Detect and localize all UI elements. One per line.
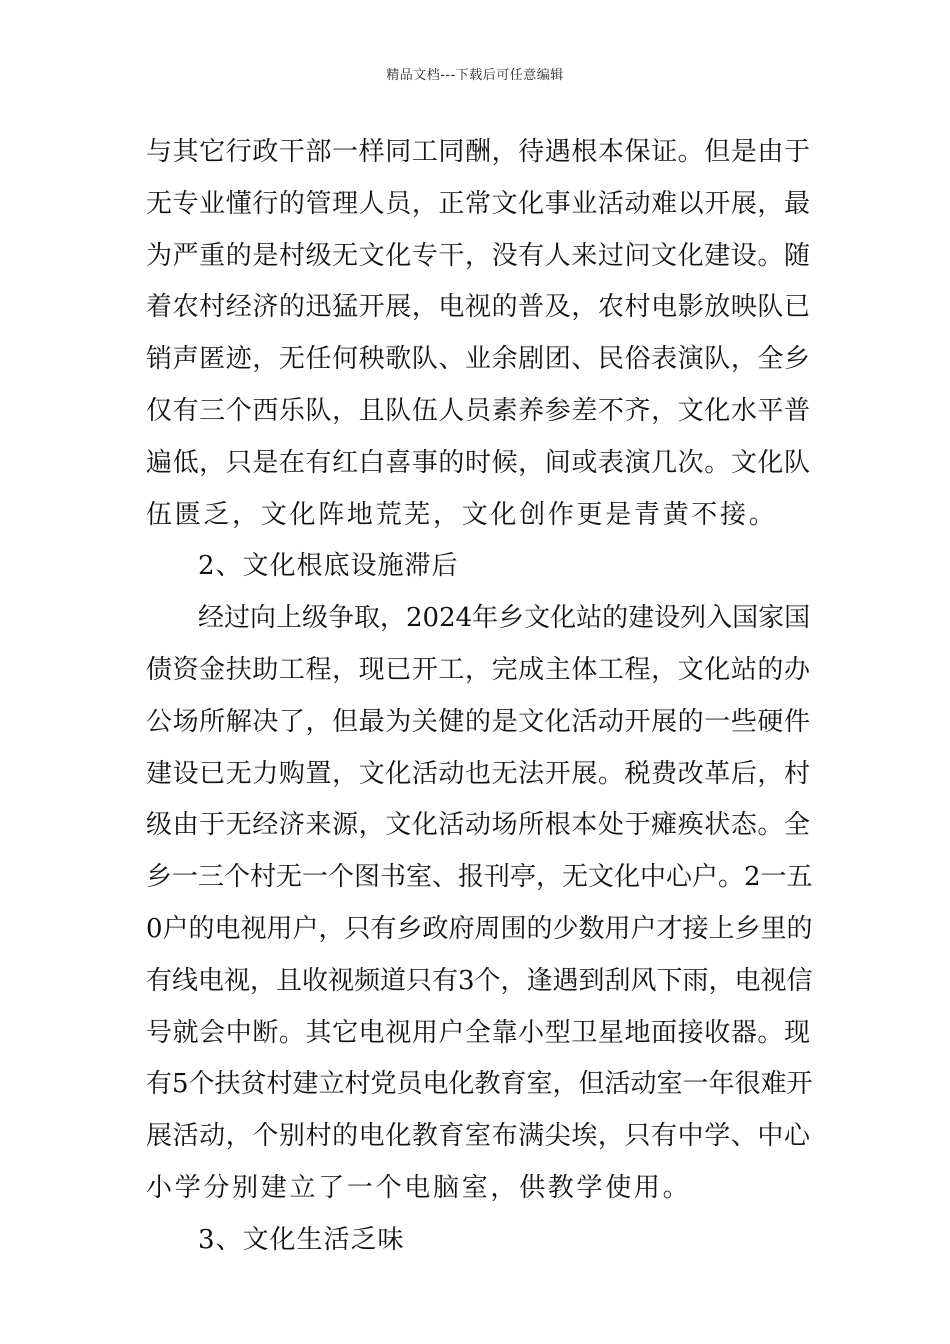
page-header: 精品文档---下载后可任意编辑 xyxy=(386,68,564,83)
body-line: 仅有三个西乐队，且队伍人员素养参差不齐，文化水平普 xyxy=(146,395,810,426)
body-line: 公场所解决了，但最为关健的是文化活动开展的一些硬件 xyxy=(146,706,810,737)
body-line: 建设已无力购置，文化活动也无法开展。税费改革后，村 xyxy=(146,758,810,789)
body-line: 债资金扶助工程，现已开工，完成主体工程，文化站的办 xyxy=(146,654,810,685)
body-line: 乡一三个村无一个图书室、报刊亭，无文化中心户。2一五 xyxy=(146,862,813,893)
body-line: 无专业懂行的管理人员，正常文化事业活动难以开展，最 xyxy=(146,188,810,219)
body-line: 号就会中断。其它电视用户全靠小型卫星地面接收器。现 xyxy=(146,1017,810,1048)
body-line: 展活动，个别村的电化教育室布满尖埃，只有中学、中心 xyxy=(146,1121,810,1152)
body-line: 0户的电视用户，只有乡政府周围的少数用户才接上乡里的 xyxy=(146,913,813,944)
body-line: 销声匿迹，无任何秧歌队、业余剧团、民俗表演队，全乡 xyxy=(146,344,810,375)
body-line: 为严重的是村级无文化专干，没有人来过问文化建设。随 xyxy=(146,240,810,271)
body-line: 着农村经济的迅猛开展，电视的普及，农村电影放映队已 xyxy=(146,292,810,323)
body-line: 经过向上级争取，2024年乡文化站的建设列入国家国 xyxy=(198,603,811,634)
section-heading: 3、文化生活乏味 xyxy=(198,1224,405,1255)
body-line: 与其它行政干部一样同工同酬，待遇根本保证。但是由于 xyxy=(146,137,810,167)
body-line: 级由于无经济来源，文化活动场所根本处于瘫痪状态。全 xyxy=(146,810,810,841)
body-line: 有5个扶贫村建立村党员电化教育室，但活动室一年很难开 xyxy=(146,1069,813,1100)
section-heading: 2、文化根底设施滞后 xyxy=(198,551,459,582)
body-line: 伍匮乏，文化阵地荒芜，文化创作更是青黄不接。 xyxy=(146,499,778,530)
body-line: 遍低，只是在有红白喜事的时候，间或表演几次。文化队 xyxy=(146,447,810,478)
body-line: 有线电视，且收视频道只有3个，逢遇到刮风下雨，电视信 xyxy=(146,965,813,996)
body-line: 小学分别建立了一个电脑室，供教学使用。 xyxy=(146,1172,692,1203)
document-body xyxy=(146,127,813,1267)
